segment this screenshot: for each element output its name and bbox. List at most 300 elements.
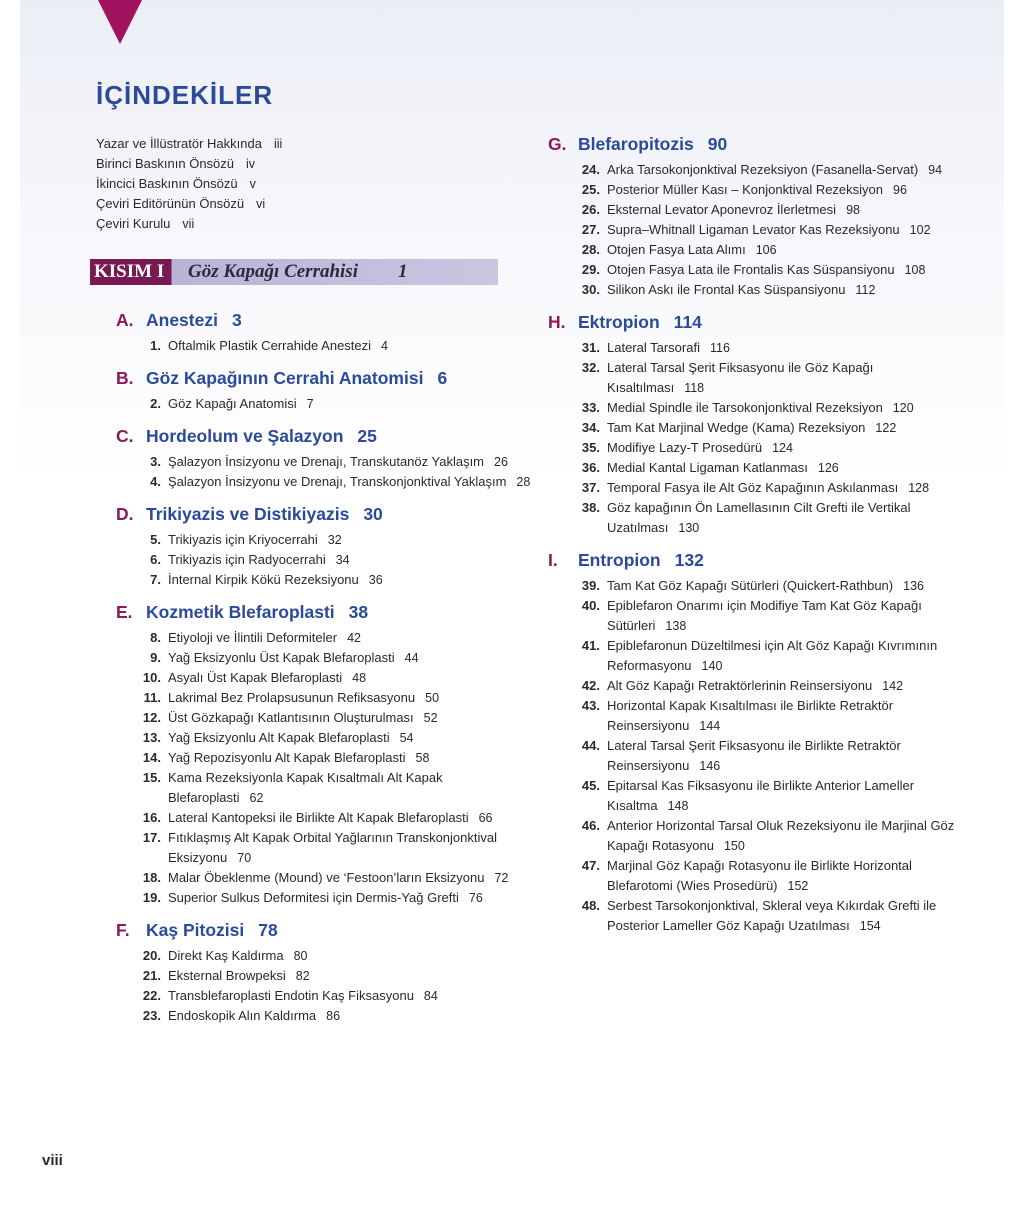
chapter-number: 32. (581, 360, 600, 375)
chapter-entry (116, 668, 536, 688)
chapter-number: 30. (581, 282, 600, 297)
chapter-entry (116, 808, 536, 828)
section-title: Kozmetik Blefaroplasti (146, 602, 335, 622)
chapter-page: 28 (516, 475, 531, 489)
chapter-number: 25. (581, 182, 600, 197)
chapter-number: 21. (142, 968, 161, 983)
section-title: Blefaropitozis (578, 134, 694, 154)
chapter-title: Anterior Horizontal Tarsal Oluk Rezeksiyonu ile Marjinal Göz Kapağı Rotasyonu (607, 818, 955, 853)
chapter-title: Şalazyon İnsizyonu ve Drenajı, Transkonjonktival Yaklaşım (168, 474, 507, 489)
chapter-page: 138 (665, 619, 687, 633)
part-title: Göz Kapağı Cerrahisi (188, 261, 358, 282)
chapter-title: Epitarsal Kas Fiksasyonu ile Birlikte Anterior Lameller Kısaltma (607, 778, 915, 813)
chapter-page: 86 (326, 1009, 341, 1023)
chapter-entry (548, 776, 968, 816)
chapter-title: Modifiye Lazy-T Prosedürü (607, 440, 763, 455)
chapter-title: Tam Kat Göz Kapağı Sütürleri (Quickert-Rathbun) (607, 578, 894, 593)
chapter-text (607, 636, 968, 676)
chapter-number: 14. (142, 750, 161, 765)
chapter-entry (116, 748, 536, 768)
chapter-title: Marjinal Göz Kapağı Rotasyonu ile Birlikte Horizontal Blefarotomi (Wies Prosedürü) (607, 858, 912, 893)
toc-section (116, 504, 536, 590)
section-heading (116, 310, 536, 336)
chapter-page: 70 (237, 851, 252, 865)
chapter-number: 27. (581, 222, 600, 237)
chapter-text (168, 648, 536, 668)
chapter-entry (548, 636, 968, 676)
chapter-text (168, 708, 536, 728)
chapter-text (607, 240, 968, 260)
chapter-number: 7. (150, 572, 161, 587)
chapter-number: 9. (150, 650, 161, 665)
section-page: 6 (437, 368, 448, 388)
chapter-text (607, 458, 968, 478)
chapter-entry (548, 676, 968, 696)
front-matter-title: Birinci Baskının Önsözü (96, 156, 235, 171)
chapter-title: Alt Göz Kapağı Retraktörlerinin Reinsersiyonu (607, 678, 873, 693)
chapter-page: 120 (892, 401, 914, 415)
chapter-number: 35. (581, 440, 600, 455)
section-heading (116, 920, 536, 946)
chapter-entry (116, 628, 536, 648)
chapter-title: İnternal Kirpik Kökü Rezeksiyonu (168, 572, 359, 587)
chapter-page: 4 (381, 339, 388, 353)
chapter-text (168, 472, 536, 492)
chapter-number: 34. (581, 420, 600, 435)
chapter-entry (548, 180, 968, 200)
chapter-page: 108 (904, 263, 926, 277)
chapter-text (607, 478, 968, 498)
chapter-title: Medial Kantal Ligaman Katlanması (607, 460, 808, 475)
section-heading (548, 550, 968, 576)
chapter-entry (548, 498, 968, 538)
chapter-page: 36 (368, 573, 383, 587)
chapter-text (168, 570, 536, 590)
chapter-entry (548, 220, 968, 240)
section-letter: C. (116, 426, 134, 446)
chapter-number: 11. (143, 690, 161, 705)
section-title: Ektropion (578, 312, 660, 332)
chapter-text (607, 596, 968, 636)
chapter-number: 48. (581, 898, 600, 913)
section-letter: E. (116, 602, 133, 622)
chapter-title: Etiyoloji ve İlintili Deformiteler (168, 630, 338, 645)
chapter-number: 17. (142, 830, 161, 845)
chapter-page: 50 (425, 691, 440, 705)
chapter-title: Malar Öbeklenme (Mound) ve ‘Festoon’ların Eksizyonu (168, 870, 485, 885)
chapter-number: 29. (581, 262, 600, 277)
chapter-entry (116, 530, 536, 550)
chapter-title: Asyalı Üst Kapak Blefaroplasti (168, 670, 343, 685)
toc-section (548, 312, 968, 538)
chapter-title: Serbest Tarsokonjonktival, Skleral veya Kıkırdak Grefti ile Posterior Lameller Göz Kapağı Uzatılması (607, 898, 937, 933)
section-page: 90 (707, 134, 728, 154)
chapter-number: 47. (581, 858, 600, 873)
chapter-title: Silikon Askı ile Frontal Kas Süspansiyonu (607, 282, 846, 297)
chapter-title: Oftalmik Plastik Cerrahide Anestezi (168, 338, 372, 353)
chapter-number: 38. (581, 500, 600, 515)
section-page: 3 (231, 310, 242, 330)
chapter-title: Arka Tarsokonjonktival Rezeksiyon (Fasanella-Servat) (607, 162, 919, 177)
chapter-number: 42. (581, 678, 600, 693)
chapter-page: 150 (723, 839, 745, 853)
chapter-text (607, 896, 968, 936)
chapter-number: 46. (581, 818, 600, 833)
chapter-number: 37. (581, 480, 600, 495)
front-matter-page: vi (256, 197, 266, 211)
toc-section (116, 602, 536, 908)
chapter-number: 6. (150, 552, 161, 567)
chapter-entry (116, 394, 536, 414)
chapter-page: 118 (684, 381, 705, 395)
chapter-entry (548, 260, 968, 280)
chapter-page: 102 (909, 223, 931, 237)
chapter-text (607, 260, 968, 280)
chapter-entry (116, 986, 536, 1006)
chapter-entry (116, 688, 536, 708)
chapter-number: 39. (581, 578, 600, 593)
chapter-number: 44. (581, 738, 600, 753)
chapter-page: 62 (249, 791, 264, 805)
chapter-entry (548, 576, 968, 596)
chapter-number: 4. (150, 474, 161, 489)
section-page: 78 (258, 920, 278, 940)
chapter-title: Epiblefaron Onarımı için Modifiye Tam Kat Göz Kapağı Sütürleri (607, 598, 922, 633)
front-matter-page: v (249, 177, 256, 191)
chapter-number: 22. (142, 988, 161, 1003)
chapter-title: Yağ Repozisyonlu Alt Kapak Blefaroplasti (168, 750, 406, 765)
front-matter-item (96, 214, 282, 234)
chapter-entry (548, 478, 968, 498)
chapter-entry (116, 570, 536, 590)
chapter-entry (116, 708, 536, 728)
chapter-entry (116, 768, 536, 808)
chapter-number: 18. (142, 870, 161, 885)
front-matter-item (96, 154, 282, 174)
chapter-page: 54 (399, 731, 414, 745)
chapter-entry (116, 828, 536, 868)
section-heading (116, 426, 536, 452)
section-letter: G. (548, 134, 567, 154)
chapter-entry (548, 596, 968, 636)
chapter-entry (116, 550, 536, 570)
chapter-page: 116 (709, 341, 730, 355)
chapter-entry (548, 200, 968, 220)
front-matter-title: Çeviri Editörünün Önsözü (96, 196, 245, 211)
chapter-number: 10. (142, 670, 161, 685)
chapter-title: Tam Kat Marjinal Wedge (Kama) Rezeksiyon (607, 420, 866, 435)
chapter-title: Endoskopik Alın Kaldırma (168, 1008, 317, 1023)
front-matter-page: iv (246, 157, 256, 171)
chapter-text (168, 728, 536, 748)
chapter-title: Medial Spindle ile Tarsokonjonktival Rezeksiyon (607, 400, 883, 415)
chapter-page: 34 (335, 553, 350, 567)
chapter-number: 19. (142, 890, 161, 905)
toc-section (116, 426, 536, 492)
chapter-entry (116, 648, 536, 668)
chapter-page: 126 (817, 461, 839, 475)
chapter-text (168, 1006, 536, 1026)
chapter-entry (116, 452, 536, 472)
chapter-number: 20. (142, 948, 161, 963)
chapter-page: 52 (423, 711, 438, 725)
chapter-title: Trikiyazis için Kriyocerrahi (168, 532, 318, 547)
chapter-number: 8. (150, 630, 161, 645)
chapter-page: 98 (846, 203, 860, 217)
chapter-entry (548, 736, 968, 776)
chapter-number: 24. (581, 162, 600, 177)
front-matter-title: Çeviri Kurulu (96, 216, 171, 231)
chapter-title: Yağ Eksizyonlu Üst Kapak Blefaroplasti (168, 650, 395, 665)
section-page: 114 (673, 312, 702, 332)
section-letter: B. (116, 368, 134, 388)
chapter-text (168, 966, 536, 986)
chapter-page: 140 (701, 659, 723, 673)
chapter-page: 128 (908, 481, 930, 495)
chapter-text (607, 816, 968, 856)
chapter-entry (548, 398, 968, 418)
chapter-text (607, 776, 968, 816)
chapter-entry (548, 438, 968, 458)
chapter-title: Yağ Eksizyonlu Alt Kapak Blefaroplasti (168, 730, 390, 745)
section-letter: H. (548, 312, 566, 332)
section-page: 30 (363, 504, 383, 524)
chapter-page: 66 (478, 811, 493, 825)
chapter-page: 26 (494, 455, 508, 469)
chapter-text (607, 180, 968, 200)
chapter-number: 5. (150, 532, 161, 547)
chapter-title: Direkt Kaş Kaldırma (168, 948, 284, 963)
section-title: Hordeolum ve Şalazyon (146, 426, 344, 446)
chapter-page: 32 (327, 533, 342, 547)
chapter-text (607, 280, 968, 300)
chapter-title: Temporal Fasya ile Alt Göz Kapağının Askılanması (607, 480, 899, 495)
section-page: 132 (674, 550, 704, 570)
chapter-text (607, 696, 968, 736)
toc-section (116, 920, 536, 1026)
section-letter: F. (116, 920, 130, 940)
chapter-text (168, 808, 536, 828)
chapter-entry (116, 728, 536, 748)
chapter-number: 2. (150, 396, 161, 411)
front-matter-list (96, 134, 282, 234)
chapter-entry (548, 418, 968, 438)
chapter-text (168, 668, 536, 688)
chapter-entry (548, 338, 968, 358)
toc-section (116, 368, 536, 414)
chapter-title: Üst Gözkapağı Katlantısının Oluşturulması (168, 710, 414, 725)
chapter-number: 1. (150, 338, 161, 353)
part-page: 1 (398, 261, 408, 282)
chapter-entry (548, 856, 968, 896)
chapter-entry (116, 336, 536, 356)
section-heading (116, 504, 536, 530)
chapter-page: 76 (468, 891, 483, 905)
chapter-page: 42 (347, 631, 361, 645)
chapter-page: 80 (293, 949, 308, 963)
section-title: Entropion (578, 550, 661, 570)
section-letter: A. (116, 310, 134, 330)
chapter-entry (548, 696, 968, 736)
left-column (116, 310, 536, 1038)
chapter-text (607, 358, 968, 398)
chapter-title: Otojen Fasya Lata ile Frontalis Kas Süspansiyonu (607, 262, 895, 277)
chapter-title: Posterior Müller Kası – Konjonktival Rezeksiyon (607, 182, 884, 197)
chapter-text (168, 688, 536, 708)
chapter-number: 41. (581, 638, 600, 653)
chapter-page: 148 (667, 799, 689, 813)
chapter-title: Lateral Tarsal Şerit Fiksasyonu ile Göz Kapağı Kısaltılması (607, 360, 874, 395)
chapter-page: 130 (678, 521, 700, 535)
chapter-title: Göz Kapağı Anatomisi (168, 396, 297, 411)
chapter-text (607, 398, 968, 418)
chapter-page: 152 (787, 879, 809, 893)
chapter-text (607, 220, 968, 240)
chapter-entry (548, 280, 968, 300)
chapter-text (607, 200, 968, 220)
chapter-text (168, 748, 536, 768)
chapter-text (607, 160, 968, 180)
chapter-text (168, 550, 536, 570)
section-title: Kaş Pitozisi (146, 920, 245, 940)
section-title: Anestezi (146, 310, 218, 330)
section-title: Göz Kapağının Cerrahi Anatomisi (146, 368, 424, 388)
front-matter-page: vii (182, 217, 195, 231)
chapter-text (168, 888, 536, 908)
chapter-title: Lakrimal Bez Prolapsusunun Refiksasyonu (168, 690, 416, 705)
chapter-number: 33. (581, 400, 600, 415)
chapter-text (607, 438, 968, 458)
section-heading (548, 312, 968, 338)
chapter-text (607, 676, 968, 696)
chapter-text (607, 736, 968, 776)
chapter-text (168, 530, 536, 550)
chapter-title: Supra–Whitnall Ligaman Levator Kas Rezeksiyonu (607, 222, 900, 237)
section-heading (548, 134, 968, 160)
chapter-page: 72 (494, 871, 509, 885)
chapter-title: Transblefaroplasti Endotin Kaş Fiksasyonu (168, 988, 414, 1003)
toc-title: İÇİNDEKİLER (96, 80, 274, 110)
chapter-title: Horizontal Kapak Kısaltılması ile Birlikte Retraktör Reinsersiyonu (607, 698, 894, 733)
chapter-text (168, 452, 536, 472)
toc-section (548, 134, 968, 300)
section-page: 25 (357, 426, 377, 446)
chapter-entry (548, 240, 968, 260)
chapter-title: Otojen Fasya Lata Alımı (607, 242, 746, 257)
chapter-page: 82 (295, 969, 310, 983)
chapter-title: Lateral Tarsorafi (607, 340, 700, 355)
chapter-title: Lateral Kantopeksi ile Birlikte Alt Kapak Blefaroplasti (168, 810, 469, 825)
chapter-title: Fıtıklaşmış Alt Kapak Orbital Yağlarının Transkonjonktival Eksizyonu (168, 830, 497, 865)
front-matter-item (96, 174, 282, 194)
chapter-entry (548, 896, 968, 936)
toc-section (116, 310, 536, 356)
chapter-number: 31. (581, 340, 600, 355)
chapter-number: 23. (142, 1008, 161, 1023)
chapter-title: Eksternal Browpeksi (168, 968, 286, 983)
front-matter-page: iii (273, 137, 283, 151)
chapter-number: 28. (581, 242, 600, 257)
chapter-title: Kama Rezeksiyonla Kapak Kısaltmalı Alt Kapak Blefaroplasti (168, 770, 443, 805)
chapter-number: 26. (581, 202, 600, 217)
chapter-entry (548, 358, 968, 398)
chapter-entry (116, 472, 536, 492)
corner-triangle-decoration (98, 0, 142, 44)
front-matter-title: İkincici Baskının Önsözü (96, 176, 238, 191)
chapter-page: 136 (903, 579, 924, 593)
chapter-page: 144 (699, 719, 721, 733)
chapter-entry (116, 888, 536, 908)
section-letter: D. (116, 504, 134, 524)
chapter-number: 45. (581, 778, 600, 793)
chapter-entry (548, 458, 968, 478)
chapter-number: 12. (142, 710, 161, 725)
chapter-number: 15. (142, 770, 161, 785)
chapter-text (168, 828, 536, 868)
toc-section (548, 550, 968, 936)
chapter-text (168, 394, 536, 414)
chapter-page: 84 (423, 989, 438, 1003)
front-matter-item (96, 134, 282, 154)
chapter-title: Lateral Tarsal Şerit Fiksasyonu ile Birlikte Retraktör Reinsersiyonu (607, 738, 901, 773)
chapter-page: 44 (404, 651, 419, 665)
part-label: KISIM I (94, 261, 165, 282)
chapter-page: 122 (875, 421, 897, 435)
chapter-title: Eksternal Levator Aponevroz İlerletmesi (607, 202, 837, 217)
chapter-number: 3. (150, 454, 161, 469)
chapter-text (607, 498, 968, 538)
chapter-page: 48 (352, 671, 367, 685)
chapter-page: 94 (928, 163, 943, 177)
section-heading (116, 368, 536, 394)
chapter-entry (548, 160, 968, 180)
chapter-text (168, 628, 536, 648)
chapter-text (607, 856, 968, 896)
chapter-number: 43. (581, 698, 600, 713)
chapter-title: Superior Sulkus Deformitesi için Dermis-Yağ Grefti (168, 890, 459, 905)
front-matter-item (96, 194, 282, 214)
chapter-page: 142 (882, 679, 904, 693)
chapter-page: 112 (855, 283, 876, 297)
chapter-text (168, 768, 536, 808)
chapter-text (168, 868, 536, 888)
chapter-entry (116, 966, 536, 986)
chapter-number: 16. (142, 810, 161, 825)
chapter-entry (116, 946, 536, 966)
chapter-number: 13. (142, 730, 161, 745)
chapter-text (607, 418, 968, 438)
chapter-text (168, 336, 536, 356)
chapter-title: Şalazyon İnsizyonu ve Drenajı, Transkutanöz Yaklaşım (168, 454, 485, 469)
chapter-page: 124 (772, 441, 793, 455)
chapter-entry (548, 816, 968, 856)
chapter-page: 106 (755, 243, 777, 257)
chapter-page: 96 (893, 183, 907, 197)
chapter-text (168, 986, 536, 1006)
chapter-page: 154 (859, 919, 881, 933)
section-letter: I. (548, 550, 558, 570)
chapter-text (607, 576, 968, 596)
chapter-entry (116, 1006, 536, 1026)
chapter-text (607, 338, 968, 358)
chapter-page: 7 (306, 397, 314, 411)
page-folio: viii (42, 1152, 63, 1169)
front-matter-title: Yazar ve İllüstratör Hakkında (96, 136, 262, 151)
section-heading (116, 602, 536, 628)
right-column (548, 134, 968, 948)
chapter-number: 36. (581, 460, 600, 475)
chapter-page: 146 (699, 759, 721, 773)
